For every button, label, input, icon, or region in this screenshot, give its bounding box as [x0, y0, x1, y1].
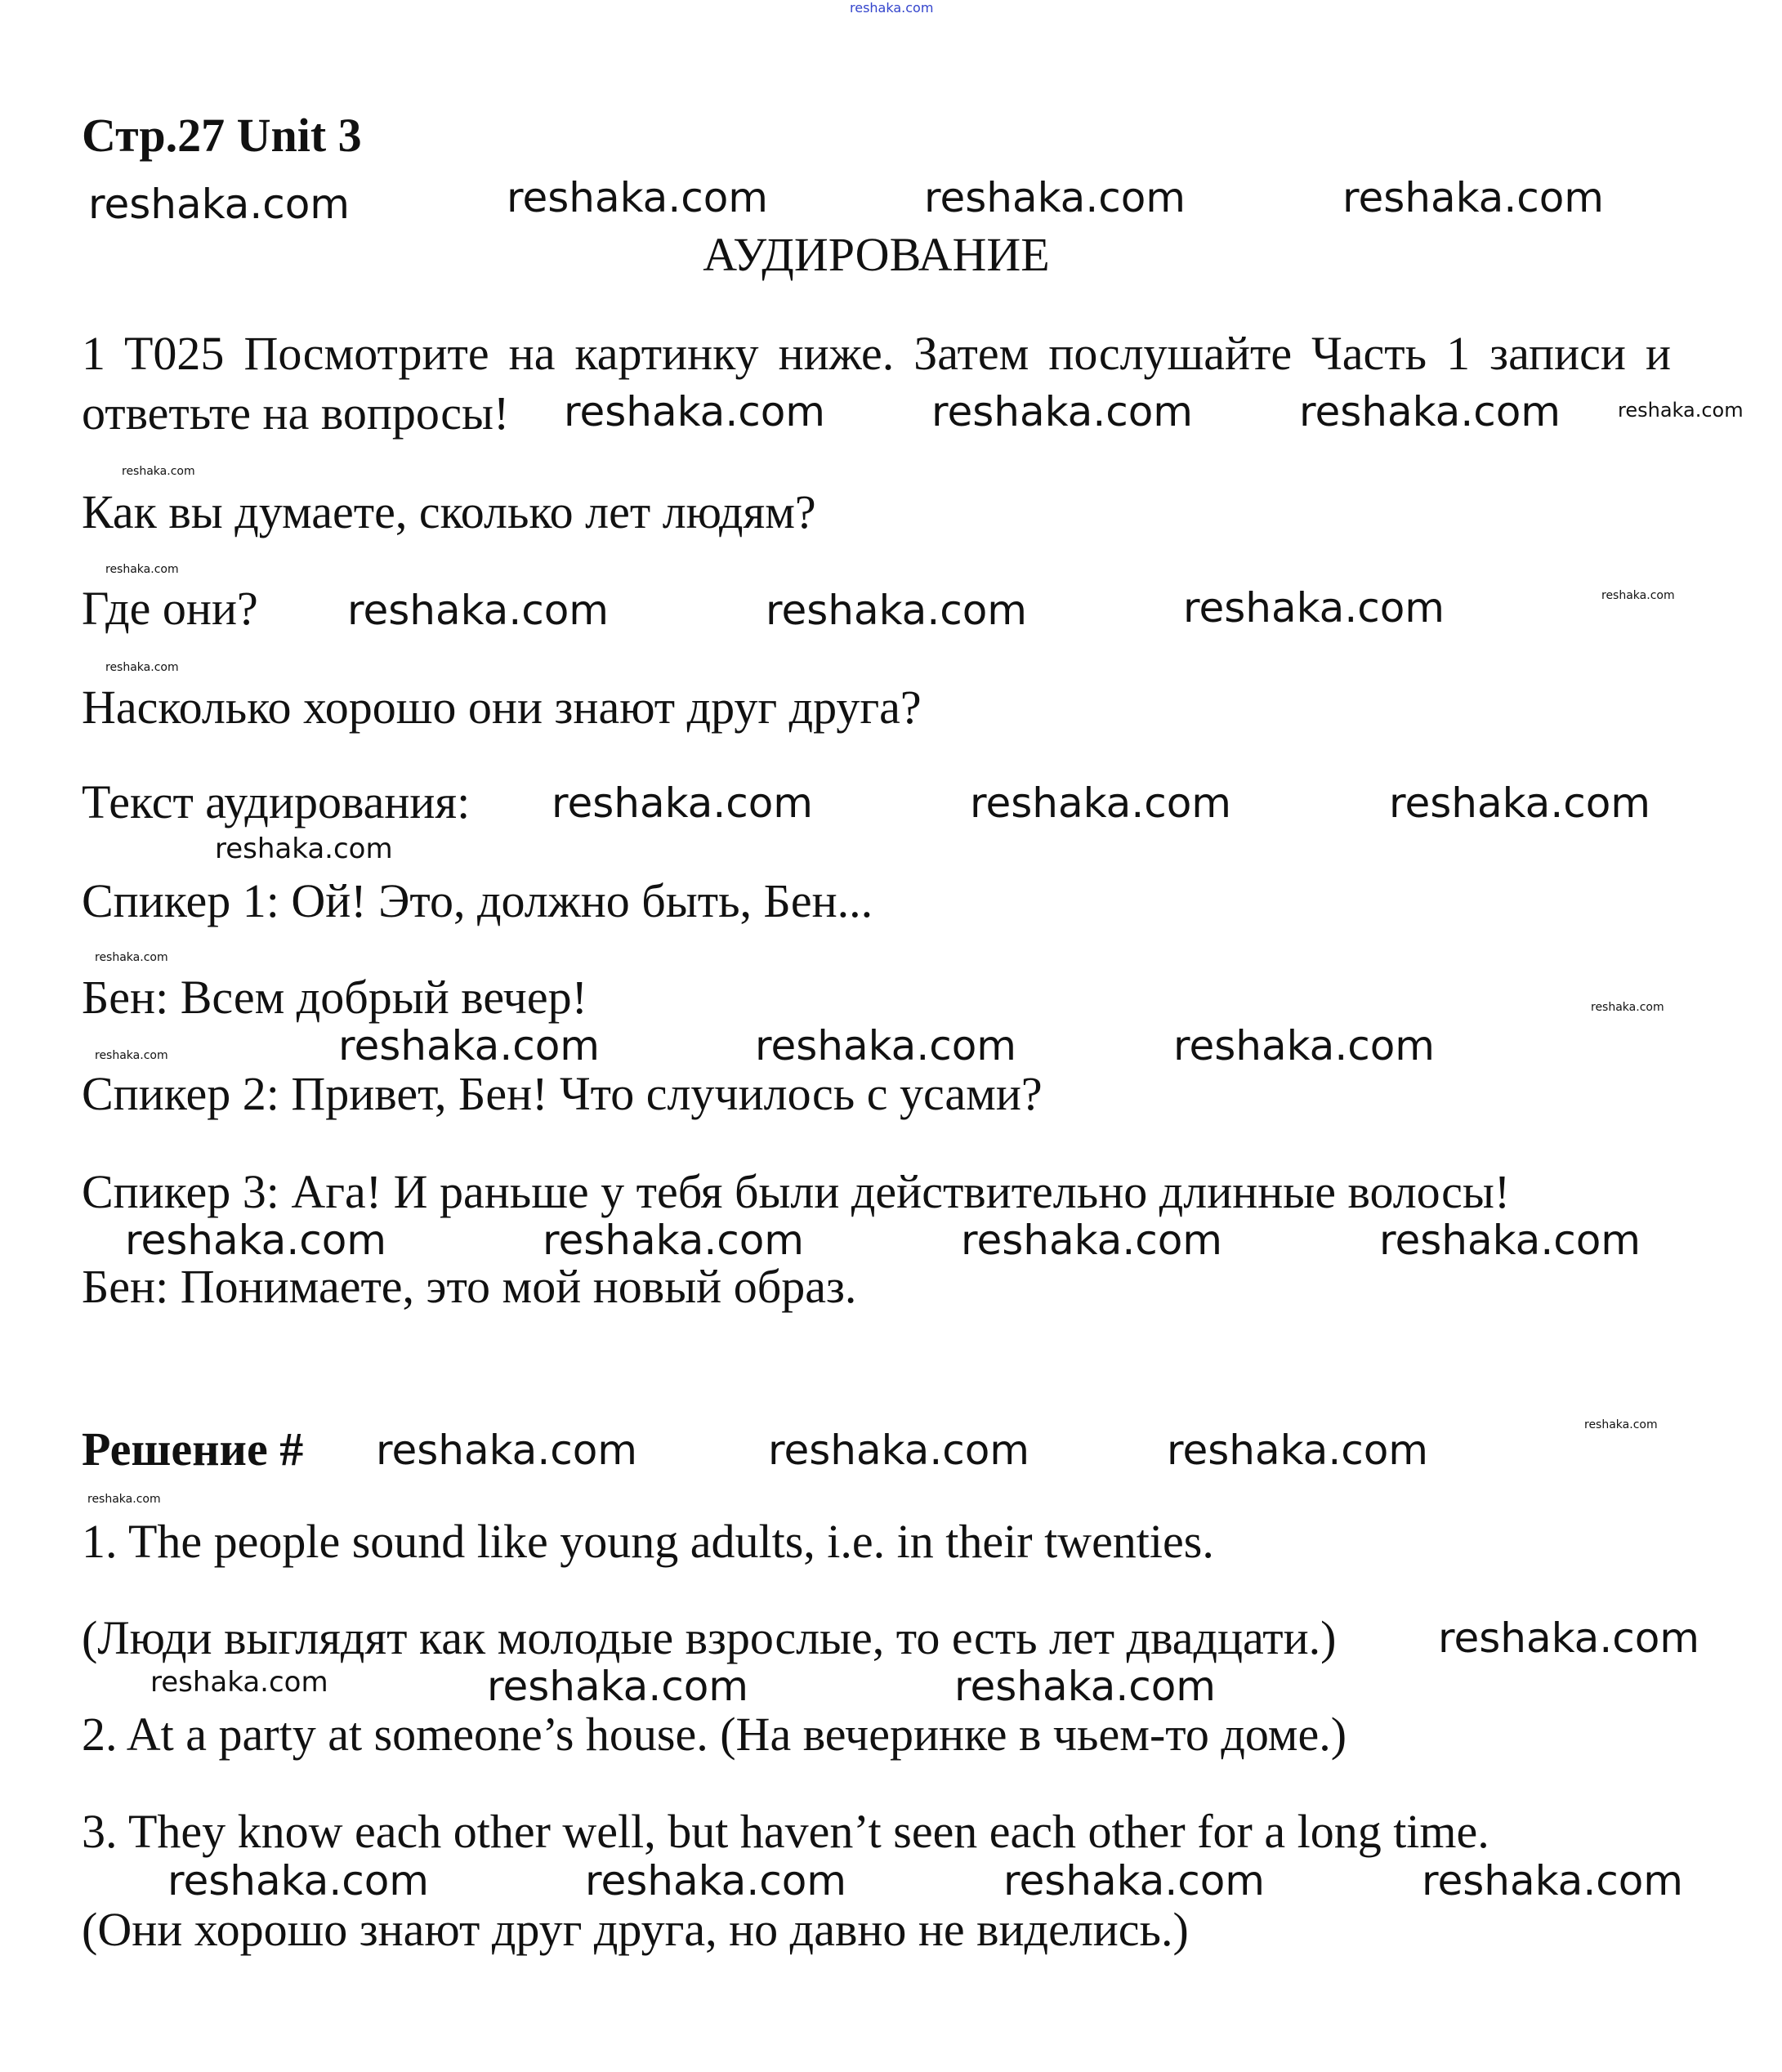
watermark: reshaka.com — [487, 1663, 748, 1710]
watermark: reshaka.com — [552, 779, 813, 827]
watermark: reshaka.com — [1601, 589, 1675, 602]
watermark: reshaka.com — [167, 1857, 429, 1905]
solution-line: 1. The people sound like young adults, i.e. in their twenties. — [82, 1515, 1214, 1568]
watermark: reshaka.com — [931, 388, 1193, 435]
transcript-line: Спикер 1: Ой! Это, должно быть, Бен... — [82, 874, 873, 927]
solution-line: 2. At a party at someone’s house. (На вечеринке в чьем-то доме.) — [82, 1708, 1347, 1761]
watermark: reshaka.com — [850, 0, 934, 16]
watermark: reshaka.com — [768, 1427, 1029, 1474]
watermark: reshaka.com — [1422, 1857, 1683, 1905]
watermark: reshaka.com — [347, 587, 609, 634]
watermark: reshaka.com — [970, 779, 1231, 827]
watermark: reshaka.com — [507, 174, 768, 221]
watermark: reshaka.com — [125, 1217, 386, 1264]
watermark: reshaka.com — [1299, 388, 1561, 435]
watermark: reshaka.com — [95, 1049, 168, 1062]
watermark: reshaka.com — [122, 465, 195, 478]
watermark: reshaka.com — [1438, 1614, 1699, 1662]
transcript-line: Спикер 3: Ага! И раньше у тебя были действительно длинные волосы! — [82, 1165, 1511, 1218]
watermark: reshaka.com — [585, 1857, 846, 1905]
solution-line: (Люди выглядят как молодые взрослые, то есть лет двадцати.) — [82, 1611, 1337, 1664]
watermark: reshaka.com — [1342, 174, 1604, 221]
transcript-line: Спикер 2: Привет, Бен! Что случилось с усами? — [82, 1067, 1043, 1120]
watermark: reshaka.com — [215, 833, 393, 865]
watermark: reshaka.com — [766, 587, 1027, 634]
page-title: Стр.27 Unit 3 — [82, 109, 362, 162]
task-line-2: ответьте на вопросы! — [82, 386, 510, 440]
question-3: Насколько хорошо они знают друг друга? — [82, 681, 922, 734]
watermark: reshaka.com — [1591, 1001, 1664, 1014]
watermark: reshaka.com — [338, 1022, 600, 1069]
transcript-label: Текст аудирования: — [82, 775, 471, 828]
watermark: reshaka.com — [105, 563, 179, 576]
transcript-line: Бен: Понимаете, это мой новый образ. — [82, 1260, 857, 1313]
question-1: Как вы думаете, сколько лет людям? — [82, 485, 816, 538]
watermark: reshaka.com — [954, 1663, 1216, 1710]
watermark: reshaka.com — [95, 951, 168, 964]
solution-line: (Они хорошо знают друг друга, но давно не виделись.) — [82, 1903, 1189, 1956]
watermark: reshaka.com — [1183, 584, 1445, 632]
watermark: reshaka.com — [755, 1022, 1016, 1069]
watermark: reshaka.com — [961, 1217, 1222, 1264]
question-2: Где они? — [82, 582, 258, 635]
watermark: reshaka.com — [105, 661, 179, 674]
watermark: reshaka.com — [1618, 399, 1744, 422]
section-title: АУДИРОВАНИЕ — [703, 228, 1050, 281]
watermark: reshaka.com — [924, 174, 1186, 221]
watermark: reshaka.com — [1173, 1022, 1435, 1069]
watermark: reshaka.com — [543, 1217, 804, 1264]
solution-line: 3. They know each other well, but haven’t seen each other for a long time. — [82, 1805, 1489, 1858]
watermark: reshaka.com — [1003, 1857, 1265, 1905]
watermark: reshaka.com — [1584, 1418, 1658, 1431]
watermark: reshaka.com — [1167, 1427, 1428, 1474]
watermark: reshaka.com — [150, 1666, 328, 1699]
watermark: reshaka.com — [376, 1427, 637, 1474]
watermark: reshaka.com — [87, 1493, 161, 1506]
watermark: reshaka.com — [1379, 1217, 1641, 1264]
task-line-1: 1 T025 Посмотрите на картинку ниже. Затем послушайте Часть 1 записи и — [82, 327, 1671, 380]
solution-title: Решение # — [82, 1422, 304, 1476]
watermark: reshaka.com — [1389, 779, 1650, 827]
watermark: reshaka.com — [564, 388, 825, 435]
watermark: reshaka.com — [88, 181, 350, 228]
transcript-line: Бен: Всем добрый вечер! — [82, 971, 587, 1024]
